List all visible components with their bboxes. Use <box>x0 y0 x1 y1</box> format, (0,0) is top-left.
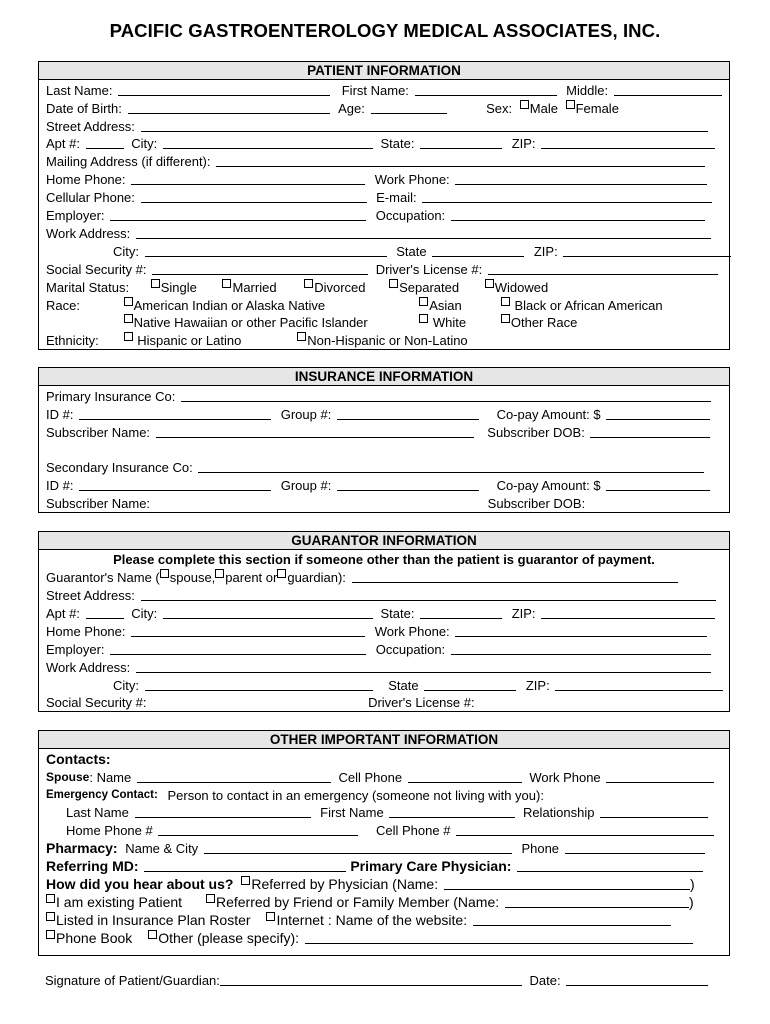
date-field[interactable] <box>566 972 708 986</box>
race-hawaiian-checkbox[interactable] <box>124 314 133 323</box>
internet-label: Internet : Name of the website: <box>276 912 468 928</box>
female-label: Female <box>575 101 619 116</box>
ssn-field[interactable] <box>152 261 368 275</box>
id-field[interactable] <box>79 406 271 420</box>
how-heard-label: How did you hear about us? <box>46 876 234 892</box>
id2-label: ID #: <box>46 478 74 493</box>
insurance-section <box>38 367 730 513</box>
other-field[interactable] <box>305 930 693 944</box>
work-zip-label: ZIP: <box>525 678 550 693</box>
race-other-checkbox[interactable] <box>501 314 510 323</box>
em-home-phone-label: Home Phone # <box>66 823 153 838</box>
first-name-field[interactable] <box>415 82 557 96</box>
work-state-label: State <box>396 244 427 259</box>
spouse-work-label: Work Phone <box>529 770 601 785</box>
work-phone-field[interactable] <box>455 171 707 185</box>
em-first-name-field[interactable] <box>389 804 515 818</box>
subscriber2-label: Subscriber Name: <box>46 496 151 511</box>
subscriber-dob-field[interactable] <box>590 424 710 438</box>
occupation-field[interactable] <box>451 207 705 221</box>
widowed-checkbox[interactable] <box>485 279 494 288</box>
pharmacy-label: Pharmacy: <box>46 840 118 856</box>
phone-book-label: Phone Book <box>56 930 133 946</box>
group-field[interactable] <box>337 406 479 420</box>
occupation-label: Occupation: <box>375 642 446 657</box>
street-label: Street Address: <box>46 119 135 134</box>
referring-label: Referring MD: <box>46 858 139 874</box>
street-field[interactable] <box>141 118 708 132</box>
last-name-label: Last Name: <box>46 83 113 98</box>
guarantor-note: Please complete this section if someone other than the patient is guarantor of payment. <box>113 552 655 567</box>
work-address-field[interactable] <box>136 659 711 673</box>
license-label: Driver's License #: <box>375 262 483 277</box>
pharmacy-phone-field[interactable] <box>565 840 705 854</box>
separated-label: Separated <box>399 280 460 295</box>
id2-field[interactable] <box>79 477 271 491</box>
employer-field[interactable] <box>110 207 366 221</box>
first-name-label: First Name: <box>341 83 409 98</box>
ref-friend-checkbox[interactable] <box>206 894 215 903</box>
city-label: City: <box>131 136 158 151</box>
listed-checkbox[interactable] <box>46 912 55 921</box>
home-phone-field[interactable] <box>131 623 365 637</box>
street-label: Street Address: <box>46 588 135 603</box>
home-phone-label: Home Phone: <box>46 172 126 187</box>
female-checkbox[interactable] <box>566 100 575 109</box>
existing-checkbox[interactable] <box>46 894 55 903</box>
state-field[interactable] <box>420 605 502 619</box>
race-native-checkbox[interactable] <box>124 297 133 306</box>
primary-insurance-label: Primary Insurance Co: <box>46 389 176 404</box>
phone-book-checkbox[interactable] <box>46 930 55 939</box>
spouse-work-field[interactable] <box>606 769 714 783</box>
pcp-label: Primary Care Physician: <box>350 858 512 874</box>
patient-section <box>38 61 730 350</box>
widowed-label: Widowed <box>494 280 549 295</box>
work-state-field[interactable] <box>424 677 516 691</box>
middle-field[interactable] <box>614 82 722 96</box>
zip-label: ZIP: <box>511 136 536 151</box>
id-label: ID #: <box>46 407 74 422</box>
ref-friend-field[interactable] <box>505 894 689 908</box>
listed-label: Listed in Insurance Plan Roster <box>56 912 251 928</box>
section-heading: GUARANTOR INFORMATION <box>39 532 729 550</box>
existing-label: I am existing Patient <box>56 894 183 910</box>
copay-field[interactable] <box>606 406 710 420</box>
street-field[interactable] <box>141 587 716 601</box>
subscriber-label: Subscriber Name: <box>46 425 151 440</box>
em-relationship-field[interactable] <box>600 804 708 818</box>
race-black-label: Black or African American <box>514 298 663 313</box>
home-phone-field[interactable] <box>131 171 365 185</box>
internet-checkbox[interactable] <box>266 912 275 921</box>
race-asian-checkbox[interactable] <box>419 297 428 306</box>
work-city-label: City: <box>113 244 139 259</box>
work-state-label: State <box>388 678 419 693</box>
parent-checkbox[interactable] <box>215 569 224 578</box>
section-heading: INSURANCE INFORMATION <box>39 368 729 386</box>
close-paren: ) <box>689 876 695 892</box>
email-field[interactable] <box>422 189 712 203</box>
middle-label: Middle: <box>566 83 609 98</box>
section-heading: OTHER IMPORTANT INFORMATION <box>39 731 729 749</box>
zip-field[interactable] <box>541 135 715 149</box>
pharmacy-phone-label: Phone <box>521 841 560 856</box>
zip-field[interactable] <box>541 605 715 619</box>
work-zip-field[interactable] <box>555 677 723 691</box>
email-label: E-mail: <box>376 190 417 205</box>
spouse-name-label: : Name <box>89 770 132 785</box>
em-last-name-field[interactable] <box>135 804 311 818</box>
cell-phone-label: Cellular Phone: <box>46 190 135 205</box>
apt-label: Apt #: <box>46 136 80 151</box>
secondary-insurance-field[interactable] <box>198 459 704 473</box>
non-hispanic-label: Non-Hispanic or Non-Latino <box>307 333 468 348</box>
emergency-text: Person to contact in an emergency (someone not living with you): <box>167 788 544 803</box>
guardian-label: guardian): <box>287 570 346 585</box>
occupation-field[interactable] <box>451 641 711 655</box>
state-label: State: <box>380 136 415 151</box>
work-city-field[interactable] <box>145 243 387 257</box>
close-paren-2: ) <box>689 894 694 910</box>
em-first-name-label: First Name <box>320 805 384 820</box>
employer-field[interactable] <box>110 641 366 655</box>
copay-label: Co-pay Amount: $ <box>496 407 601 422</box>
last-name-field[interactable] <box>118 82 330 96</box>
subscriber-field[interactable] <box>156 424 474 438</box>
zip-label: ZIP: <box>511 606 536 621</box>
hispanic-label: Hispanic or Latino <box>137 333 242 348</box>
spouse-cell-field[interactable] <box>408 769 522 783</box>
divorced-label: Divorced <box>314 280 366 295</box>
married-checkbox[interactable] <box>222 279 231 288</box>
subscriber-dob2-label: Subscriber DOB: <box>487 496 586 511</box>
spouse-label: spouse, <box>169 570 216 585</box>
dob-field[interactable] <box>128 100 330 114</box>
mailing-label: Mailing Address (if different): <box>46 154 211 169</box>
work-phone-field[interactable] <box>455 623 707 637</box>
pharmacy-name-field[interactable] <box>204 840 512 854</box>
guardian-checkbox[interactable] <box>277 569 286 578</box>
contacts-label: Contacts: <box>46 751 111 767</box>
work-phone-label: Work Phone: <box>374 172 450 187</box>
subscriber-dob-label: Subscriber DOB: <box>487 425 585 440</box>
state-field[interactable] <box>420 135 502 149</box>
group-label: Group #: <box>280 407 332 422</box>
race-label: Race: <box>46 298 80 313</box>
other-section <box>38 730 730 956</box>
cell-phone-field[interactable] <box>141 189 367 203</box>
copay2-label: Co-pay Amount: $ <box>496 478 601 493</box>
secondary-insurance-label: Secondary Insurance Co: <box>46 460 193 475</box>
signature-field[interactable] <box>220 972 522 986</box>
parent-label: parent or <box>225 570 278 585</box>
em-home-phone-field[interactable] <box>158 822 358 836</box>
spouse-cell-label: Cell Phone <box>338 770 403 785</box>
work-address-label: Work Address: <box>46 226 131 241</box>
internet-field[interactable] <box>473 912 671 926</box>
separated-checkbox[interactable] <box>389 279 398 288</box>
hispanic-checkbox[interactable] <box>124 332 133 341</box>
ref-physician-label: Referred by Physician (Name: <box>251 876 439 892</box>
single-checkbox[interactable] <box>151 279 160 288</box>
other-label: Other (please specify): <box>158 930 300 946</box>
ssn-label: Social Security #: <box>46 695 147 710</box>
apt-label: Apt #: <box>46 606 80 621</box>
work-city-field[interactable] <box>145 677 373 691</box>
home-phone-label: Home Phone: <box>46 624 126 639</box>
work-address-label: Work Address: <box>46 660 131 675</box>
sex-label: Sex: <box>486 101 513 116</box>
license-label: Driver's License #: <box>368 695 475 710</box>
marital-label: Marital Status: <box>46 280 130 295</box>
ssn-label: Social Security #: <box>46 262 147 277</box>
age-field[interactable] <box>371 100 447 114</box>
city-field[interactable] <box>163 135 373 149</box>
race-other-label: Other Race <box>510 315 578 330</box>
city-field[interactable] <box>163 605 373 619</box>
work-address-field[interactable] <box>136 225 711 239</box>
work-city-label: City: <box>113 678 139 693</box>
pharmacy-name-city-label: Name & City <box>125 841 199 856</box>
divorced-checkbox[interactable] <box>304 279 313 288</box>
work-zip-field[interactable] <box>563 243 731 257</box>
group2-field[interactable] <box>337 477 479 491</box>
non-hispanic-checkbox[interactable] <box>297 332 306 341</box>
race-asian-label: Asian <box>429 298 462 313</box>
group2-label: Group #: <box>280 478 332 493</box>
occupation-label: Occupation: <box>375 208 446 223</box>
city-label: City: <box>131 606 158 621</box>
apt-field[interactable] <box>86 135 124 149</box>
work-phone-label: Work Phone: <box>374 624 450 639</box>
em-cell-phone-field[interactable] <box>456 822 714 836</box>
em-last-name-label: Last Name <box>66 805 129 820</box>
age-label: Age: <box>338 101 365 116</box>
married-label: Married <box>232 280 277 295</box>
employer-label: Employer: <box>46 642 105 657</box>
license-field[interactable] <box>488 261 718 275</box>
spouse-label: Spouse <box>46 770 90 784</box>
race-black-checkbox[interactable] <box>501 297 510 306</box>
race-white-label: White <box>432 315 467 330</box>
ref-friend-label: Referred by Friend or Family Member (Name: <box>215 894 500 910</box>
employer-label: Employer: <box>46 208 105 223</box>
em-cell-phone-label: Cell Phone # <box>375 823 451 838</box>
form-title: PACIFIC GASTROENTEROLOGY MEDICAL ASSOCIATES, INC. <box>109 20 661 41</box>
date-label: Date: <box>529 973 561 988</box>
guarantor-name-label: Guarantor's Name ( <box>46 570 160 585</box>
ethnicity-label: Ethnicity: <box>46 333 99 348</box>
spouse-checkbox[interactable] <box>160 569 169 578</box>
work-state-field[interactable] <box>432 243 524 257</box>
race-white-checkbox[interactable] <box>419 314 428 323</box>
ref-physician-field[interactable] <box>444 876 690 890</box>
spouse-name-field[interactable] <box>137 769 331 783</box>
male-label: Male <box>529 101 558 116</box>
ref-physician-checkbox[interactable] <box>241 876 250 885</box>
dob-label: Date of Birth: <box>46 101 122 116</box>
section-heading: PATIENT INFORMATION <box>39 62 729 80</box>
pcp-field[interactable] <box>517 858 703 872</box>
emergency-label: Emergency Contact: <box>46 789 158 801</box>
referring-field[interactable] <box>144 858 346 872</box>
mailing-field[interactable] <box>216 153 705 167</box>
male-checkbox[interactable] <box>520 100 529 109</box>
race-native-label: American Indian or Alaska Native <box>133 298 326 313</box>
race-hawaiian-label: Native Hawaiian or other Pacific Islander <box>133 315 368 330</box>
work-zip-label: ZIP: <box>533 244 558 259</box>
apt-field[interactable] <box>86 605 124 619</box>
state-label: State: <box>380 606 415 621</box>
single-label: Single <box>160 280 197 295</box>
guarantor-name-field[interactable] <box>352 569 678 583</box>
copay2-field[interactable] <box>606 477 710 491</box>
other-checkbox[interactable] <box>148 930 157 939</box>
primary-insurance-field[interactable] <box>181 388 711 402</box>
signature-label: Signature of Patient/Guardian: <box>45 973 220 988</box>
guarantor-section <box>38 531 730 712</box>
em-relationship-label: Relationship <box>522 805 595 820</box>
